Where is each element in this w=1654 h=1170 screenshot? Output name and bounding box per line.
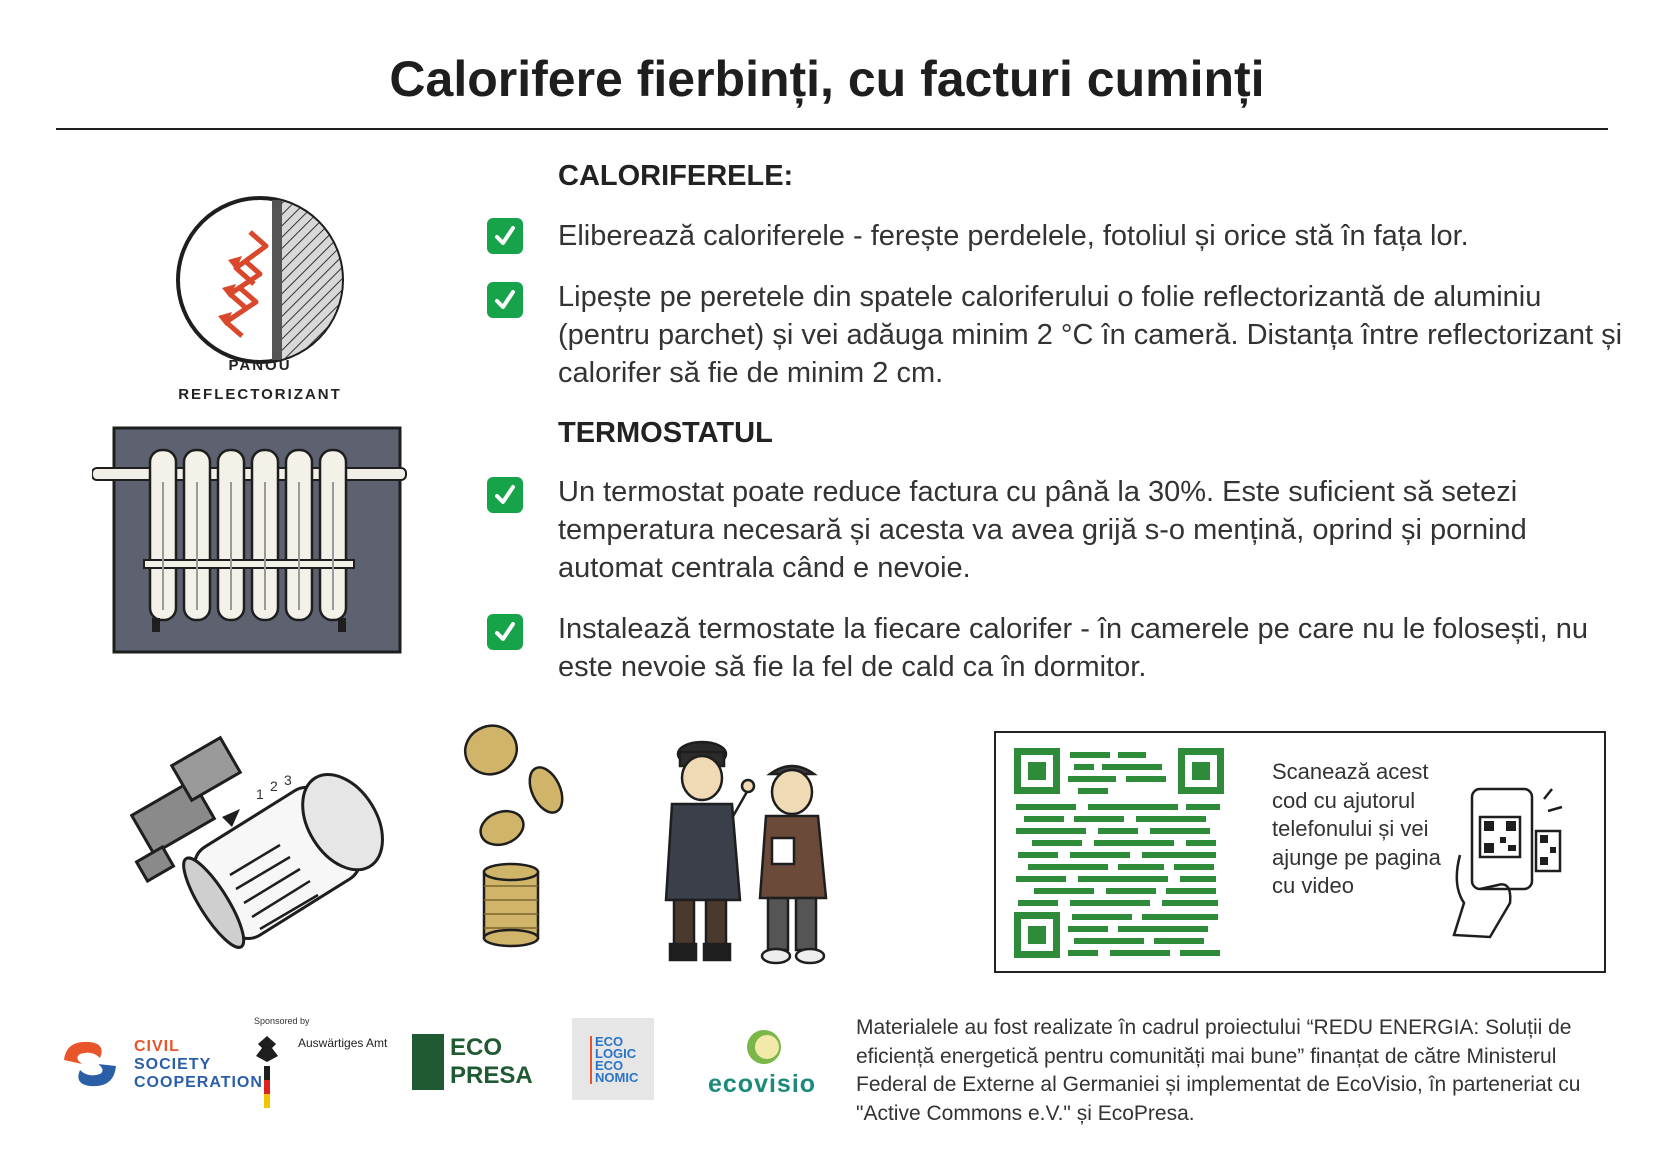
thermostat-valve-illustration bbox=[120, 725, 410, 965]
tip-text: Lipește pe peretele din spatele caloriferului o folie reflectorizantă de aluminiu (pentru parchet) și vei adăuga minim 2 °C în cameră. Distanța între reflectorizant și calorifer să fie de minim 2 cm. bbox=[558, 281, 1623, 389]
panel-label-line1: PANOU bbox=[228, 357, 292, 374]
ecologic-logo: ECO LOGIC ECO NOMIC bbox=[572, 1018, 654, 1100]
dial-mark-1: 1 bbox=[256, 786, 264, 802]
tip-text: Instalează termostate la fiecare calorifer - în camerele pe care nu le folosești, nu este nevoie să fie la fel de cald ca în dormitor. bbox=[558, 613, 1589, 683]
ecovisio-logo: ecovisio bbox=[708, 1070, 817, 1098]
project-credits: Materialele au fost realizate în cadrul proiectului “REDU ENERGIA: Soluții de eficiență energetică pentru comunități mai bune” finanțat de către Ministerul Federal de Externe al Germaniei și implementat de EcoVisio, în parteneriat cu "Active Commons e.V." și EcoPresa. bbox=[856, 1016, 1581, 1125]
checkmark-icon bbox=[487, 218, 523, 254]
german-eagle-icon bbox=[254, 1034, 280, 1108]
checkmark-icon bbox=[487, 282, 523, 318]
checkmark-icon bbox=[487, 614, 523, 650]
checkmark-icon bbox=[487, 477, 523, 513]
phone-scan-icon bbox=[1450, 785, 1570, 945]
auswaertiges-amt-label: Auswärtiges Amt bbox=[298, 1036, 388, 1050]
qr-instruction-text: Scanează acest cod cu ajutorul telefonului și vei ajunge pe pagina cu video bbox=[1272, 759, 1441, 898]
radiator-illustration bbox=[92, 420, 412, 660]
qr-code-icon[interactable] bbox=[1014, 748, 1224, 958]
ecopresa-logo: ECO PRESA bbox=[412, 1034, 522, 1090]
dial-mark-2: 2 bbox=[270, 778, 278, 794]
sponsored-by-label: Sponsored by bbox=[254, 1016, 310, 1026]
coins-illustration bbox=[458, 720, 568, 950]
page-title: Calorifere fierbinți, cu facturi cuminți bbox=[389, 51, 1265, 107]
reflector-panel-illustration bbox=[170, 190, 350, 370]
ecovisio-logo-icon bbox=[742, 1028, 786, 1066]
two-men-illustration bbox=[650, 730, 860, 980]
section-heading-termostatul: TERMOSTATUL bbox=[558, 417, 773, 449]
title-divider bbox=[56, 128, 1608, 130]
panel-label-line2: REFLECTORIZANT bbox=[178, 386, 342, 403]
tip-text: Un termostat poate reduce factura cu până la 30%. Este suficient să setezi temperatura necesară și acesta va avea grijă s-o mențină, oprind și pornind automat centrala când e nevoie. bbox=[558, 476, 1527, 584]
tip-text: Eliberează caloriferele - ferește perdelele, fotoliul și orice stă în fața lor. bbox=[558, 220, 1469, 252]
dial-mark-3: 3 bbox=[284, 772, 292, 788]
civil-society-logo-icon bbox=[56, 1036, 126, 1092]
civil-society-logo: CIVIL SOCIETY COOPERATION bbox=[134, 1038, 263, 1091]
section-heading-caloriferele: CALORIFERELE: bbox=[558, 160, 794, 192]
